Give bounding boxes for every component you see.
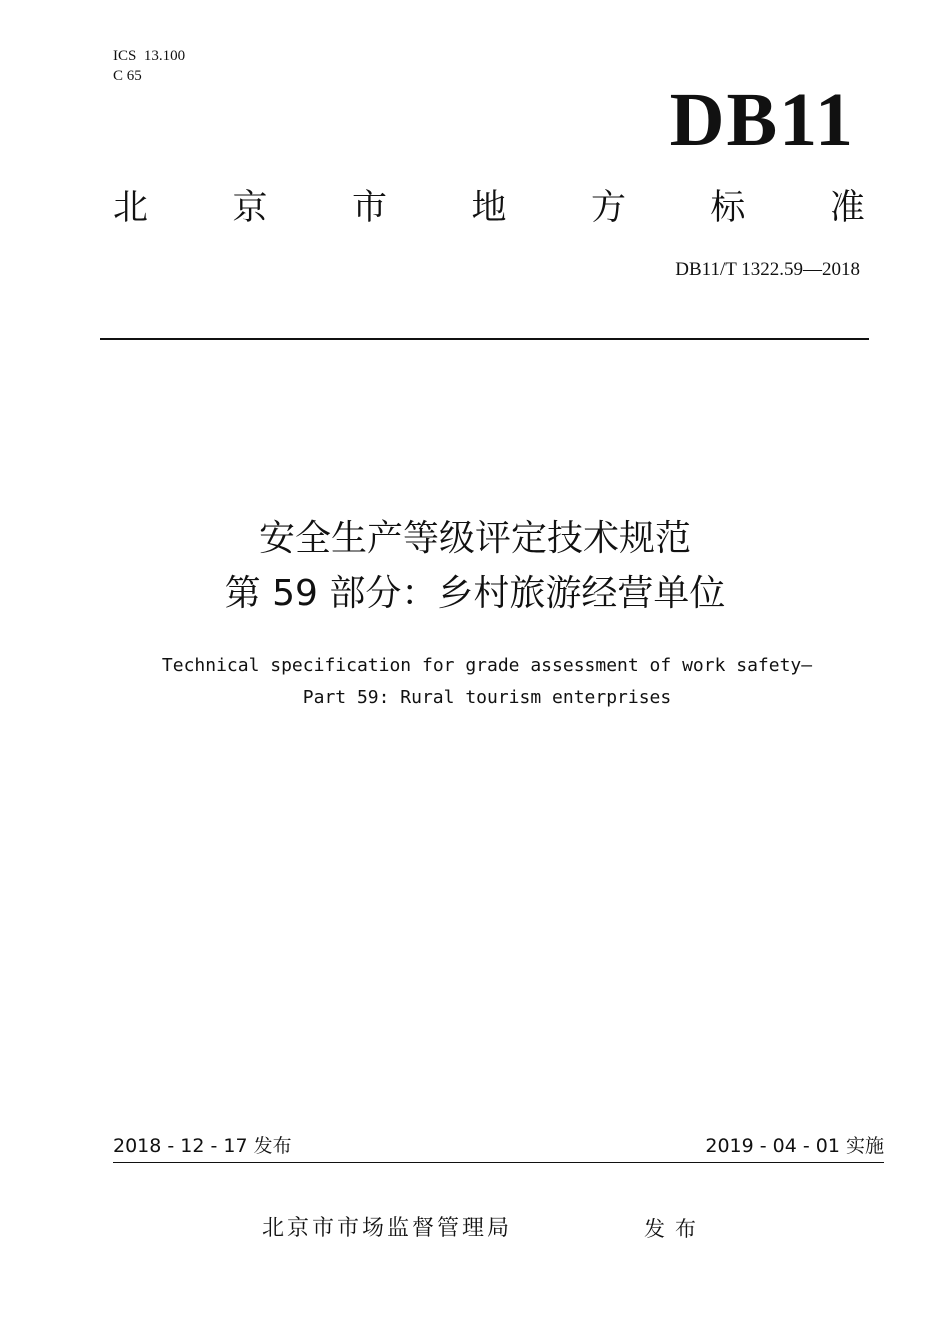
- ics-code: ICS 13.100: [113, 48, 186, 64]
- ics-code-block: [113, 46, 185, 86]
- ccs-code: C 65: [113, 68, 142, 84]
- issue-date: 2018 - 12 - 17 发布: [113, 1135, 292, 1157]
- db11-logo-text: DB11: [669, 78, 855, 162]
- chinese-title-line-2: 第 59 部分：乡村旅游经营单位: [224, 573, 726, 614]
- publisher-name: 北京市市场监督管理局: [262, 1216, 513, 1241]
- english-title-line-2: Part 59: Rural tourism enterprises: [302, 687, 672, 708]
- standard-type-char: 标: [710, 188, 746, 228]
- english-title-line-1: Technical specification for grade assessment of work safety—: [161, 655, 813, 676]
- chinese-title-line-1: 安全生产等级评定技术规范: [258, 518, 691, 559]
- standard-number: DB11/T 1322.59—2018: [675, 259, 860, 280]
- standard-type-char: 准: [829, 188, 865, 228]
- standard-type-char: 地: [471, 188, 507, 228]
- publish-label: 发布: [644, 1217, 706, 1241]
- header-divider: [100, 338, 869, 340]
- standard-type-heading: [113, 186, 865, 230]
- standard-type-char: 北: [113, 188, 149, 228]
- standard-type-char: 方: [590, 188, 626, 228]
- footer-divider: [113, 1162, 884, 1163]
- standard-type-char: 市: [351, 188, 387, 228]
- standard-type-char: 京: [232, 188, 268, 228]
- implementation-date: 2019 - 04 - 01 实施: [705, 1135, 884, 1157]
